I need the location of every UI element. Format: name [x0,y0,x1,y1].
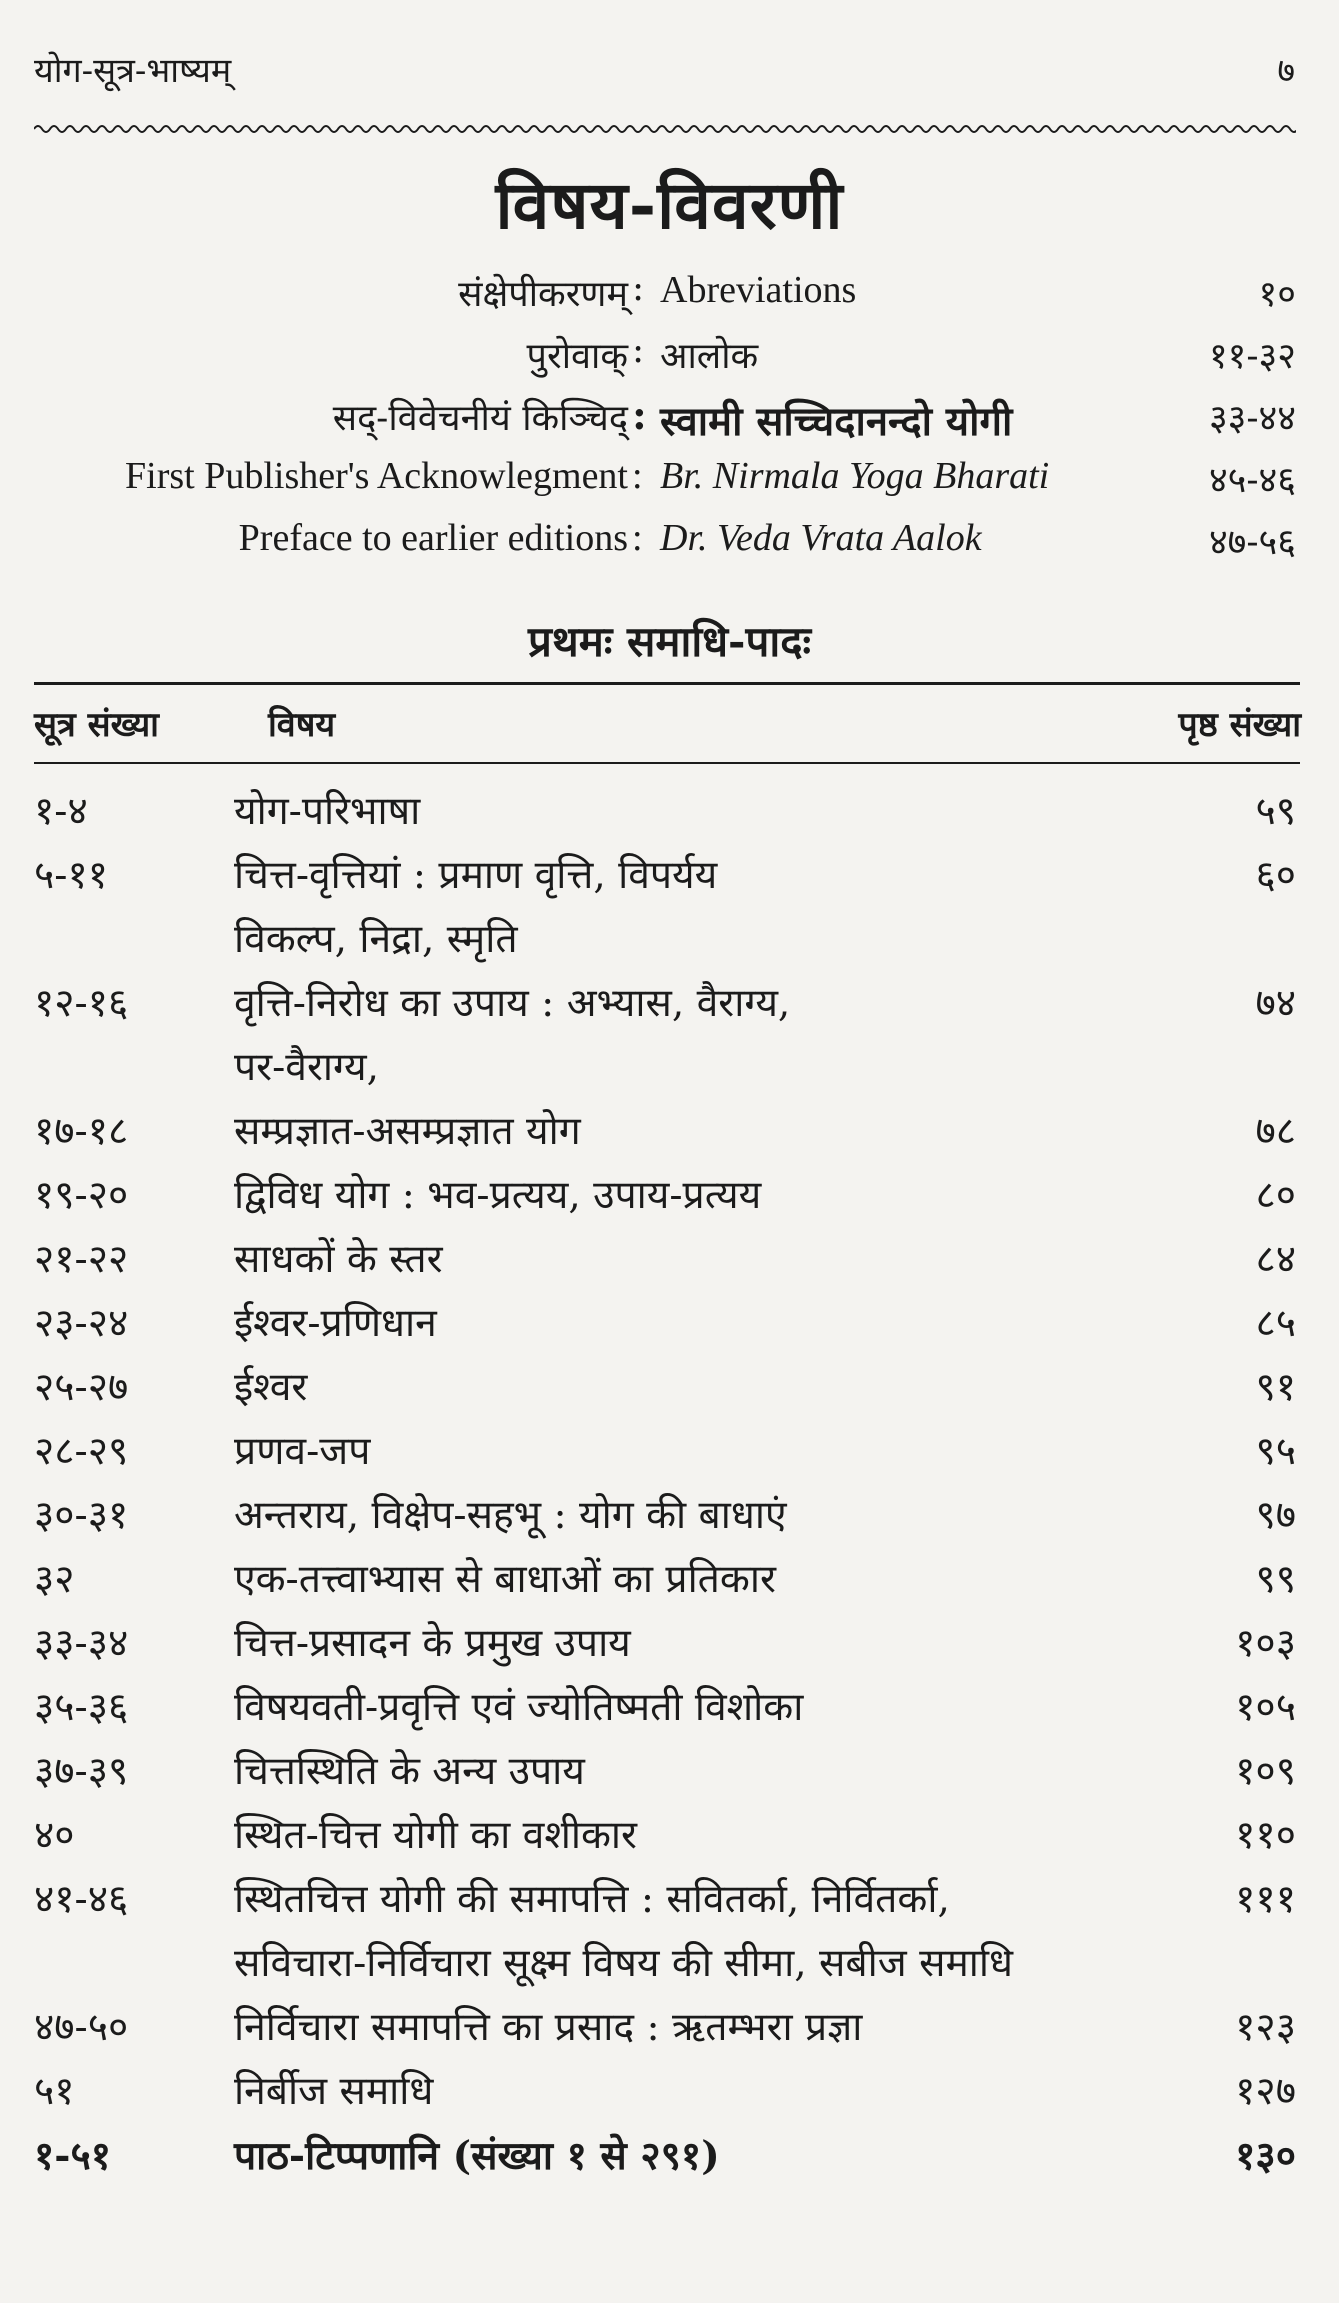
toc-entry [34,2124,1296,2188]
toc-entry [34,1868,1296,1996]
topic-line: पाठ-टिप्पणानि (संख्या १ से २९१) [234,2133,720,2179]
column-header-page: पृष्ठ संख्या [1178,705,1301,745]
page-ref: ८५ [1255,1301,1296,1346]
front-matter-pages: ११-३२ [1208,336,1296,377]
topic [234,1804,1156,1868]
sutra-range: २५-२७ [34,1365,129,1410]
page-ref: ९७ [1255,1493,1296,1538]
front-matter-pages: ३३-४४ [1208,398,1296,439]
front-matter-colon: : [632,268,645,309]
front-matter-detail: स्वामी सच्चिदानन्दो योगी [660,398,1013,445]
topic [234,1228,1156,1292]
topic [234,972,1156,1100]
sutra-range: ३५-३६ [34,1685,129,1730]
page-ref: ६० [1255,853,1296,898]
toc-entry [34,1612,1296,1676]
topic-line: साधकों के स्तर [234,1237,443,1282]
section-title: प्रथमः समाधि-पादः [527,617,811,666]
sutra-range: ४१-४६ [34,1877,129,1922]
topic-line: पर-वैराग्य, [234,1045,379,1090]
front-matter-detail: Br. Nirmala Yoga Bharati [660,455,1050,497]
front-matter-label: Preface to earlier editions [238,517,628,559]
topic [234,1100,1156,1164]
topic [234,1356,1156,1420]
front-matter-label: संक्षेपीकरणम् [458,274,628,315]
wavy-divider [34,118,1296,140]
toc-entry [34,2060,1296,2124]
page-ref: ९१ [1255,1365,1296,1410]
page-number: ७ [1277,51,1295,91]
topic-line: निर्विचारा समापत्ति का प्रसाद : ऋतम्भरा प्रज्ञा [234,2005,863,2050]
page-ref: १०३ [1235,1621,1296,1666]
sutra-range: २३-२४ [34,1301,129,1346]
topic [234,1484,1156,1548]
front-matter-colon: : [632,392,647,439]
page-ref: १३० [1235,2133,1296,2179]
front-matter-label: First Publisher's Acknowlegment [125,455,628,497]
front-matter-list [34,268,1296,578]
front-matter-colon: : [632,455,643,497]
topic [234,780,1156,844]
topic-line: चित्तस्थिति के अन्य उपाय [234,1749,585,1794]
topic [234,2060,1156,2124]
topic-line: चित्त-वृत्तियां : प्रमाण वृत्ति, विपर्यय [234,853,718,898]
main-title: विषय-विवरणी [495,166,844,244]
sutra-range: ३७-३९ [34,1749,129,1794]
topic [234,1420,1156,1484]
sutra-range: ३३-३४ [34,1621,129,1666]
table-top-rule [34,682,1300,685]
topic [234,1676,1156,1740]
page-ref: ७४ [1255,981,1296,1026]
toc-entry [34,844,1296,972]
front-matter-detail: Abreviations [660,269,857,311]
front-matter-pages: १० [1258,274,1296,315]
topic [234,1612,1156,1676]
sutra-range: ५१ [34,2069,75,2114]
front-matter-detail: Dr. Veda Vrata Aalok [660,517,982,559]
toc-entry [34,1356,1296,1420]
topic-line: विषयवती-प्रवृत्ति एवं ज्योतिष्मती विशोका [234,1685,804,1730]
front-matter-pages: ४७-५६ [1208,522,1296,563]
toc-entry [34,1804,1296,1868]
front-matter-pages: ४५-४६ [1208,460,1296,501]
topic-line: वृत्ति-निरोध का उपाय : अभ्यास, वैराग्य, [234,981,791,1026]
topic-line: योग-परिभाषा [234,789,421,834]
topic-line: द्विविध योग : भव-प्रत्यय, उपाय-प्रत्यय [234,1173,762,1218]
toc-entry [34,780,1296,844]
front-matter-item [34,454,1296,516]
sutra-range: २८-२९ [34,1429,129,1474]
page-ref: ११० [1235,1813,1296,1858]
toc-entry [34,1228,1296,1292]
topic-line: ईश्वर [234,1365,308,1410]
toc-entry [34,972,1296,1100]
sutra-range: १७-१८ [34,1109,129,1154]
topic [234,1548,1156,1612]
topic-line: विकल्प, निद्रा, स्मृति [234,917,518,962]
topic-line: प्रणव-जप [234,1429,371,1474]
front-matter-item [34,330,1296,392]
front-matter-item [34,268,1296,330]
page-ref: ९५ [1255,1429,1296,1474]
toc-entry [34,1420,1296,1484]
page-ref: १२३ [1235,2005,1296,2050]
sutra-range: ३०-३१ [34,1493,129,1538]
sutra-range: १-४ [34,789,88,834]
toc-entry [34,1740,1296,1804]
front-matter-colon: : [632,330,645,371]
front-matter-label: पुरोवाक् [526,336,628,377]
running-head [34,46,1305,106]
toc-entry [34,1484,1296,1548]
toc-entry [34,1676,1296,1740]
sutra-range: १२-१६ [34,981,129,1026]
column-header-sutra: सूत्र संख्या [34,705,159,745]
sutra-range: ४० [34,1813,75,1858]
topic-line: ईश्वर-प्रणिधान [234,1301,437,1346]
page-ref: ७८ [1255,1109,1296,1154]
page-ref: ८४ [1255,1237,1296,1282]
topic [234,1740,1156,1804]
front-matter-detail: आलोक [660,336,759,377]
front-matter-label: सद्-विवेचनीयं किञ्चिद् [332,398,628,439]
page-ref: १०५ [1235,1685,1296,1730]
topic [234,1292,1156,1356]
contents-table [34,780,1296,2188]
toc-entry [34,1292,1296,1356]
column-header-topic: विषय [268,705,336,745]
topic [234,844,1156,972]
page-ref: १११ [1235,1877,1296,1922]
topic [234,1164,1156,1228]
topic-line: स्थितचित्त योगी की समापत्ति : सवितर्का, निर्वितर्का, [234,1877,950,1922]
table-header-rule [34,762,1300,764]
toc-entry [34,1548,1296,1612]
toc-entry [34,1100,1296,1164]
front-matter-item [34,516,1296,578]
page-ref: १०९ [1235,1749,1296,1794]
topic-line: स्थित-चित्त योगी का वशीकार [234,1813,637,1858]
topic [234,1868,1156,1996]
sutra-range: ४७-५० [34,2005,129,2050]
topic-line: चित्त-प्रसादन के प्रमुख उपाय [234,1621,631,1666]
topic [234,2124,1156,2188]
page-ref: ५९ [1255,789,1296,834]
page-ref: ९९ [1255,1557,1296,1602]
sutra-range: १९-२० [34,1173,129,1218]
page-ref: ८० [1255,1173,1296,1218]
topic-line: सम्प्रज्ञात-असम्प्रज्ञात योग [234,1109,581,1154]
sutra-range: १-५१ [34,2133,112,2179]
topic-line: अन्तराय, विक्षेप-सहभू : योग की बाधाएं [234,1493,787,1538]
toc-entry [34,1996,1296,2060]
toc-entry [34,1164,1296,1228]
topic-line: एक-तत्त्वाभ्यास से बाधाओं का प्रतिकार [234,1557,776,1602]
sutra-range: ५-११ [34,853,109,898]
topic-line: सविचारा-निर्विचारा सूक्ष्म विषय की सीमा, सबीज समाधि [234,1941,1013,1986]
sutra-range: ३२ [34,1557,75,1602]
front-matter-item [34,392,1296,454]
topic [234,1996,1156,2060]
running-head-title: योग-सूत्र-भाष्यम् [34,51,232,91]
topic-line: निर्बीज समाधि [234,2069,434,2114]
front-matter-colon: : [632,517,643,559]
page-ref: १२७ [1235,2069,1296,2114]
sutra-range: २१-२२ [34,1237,129,1282]
